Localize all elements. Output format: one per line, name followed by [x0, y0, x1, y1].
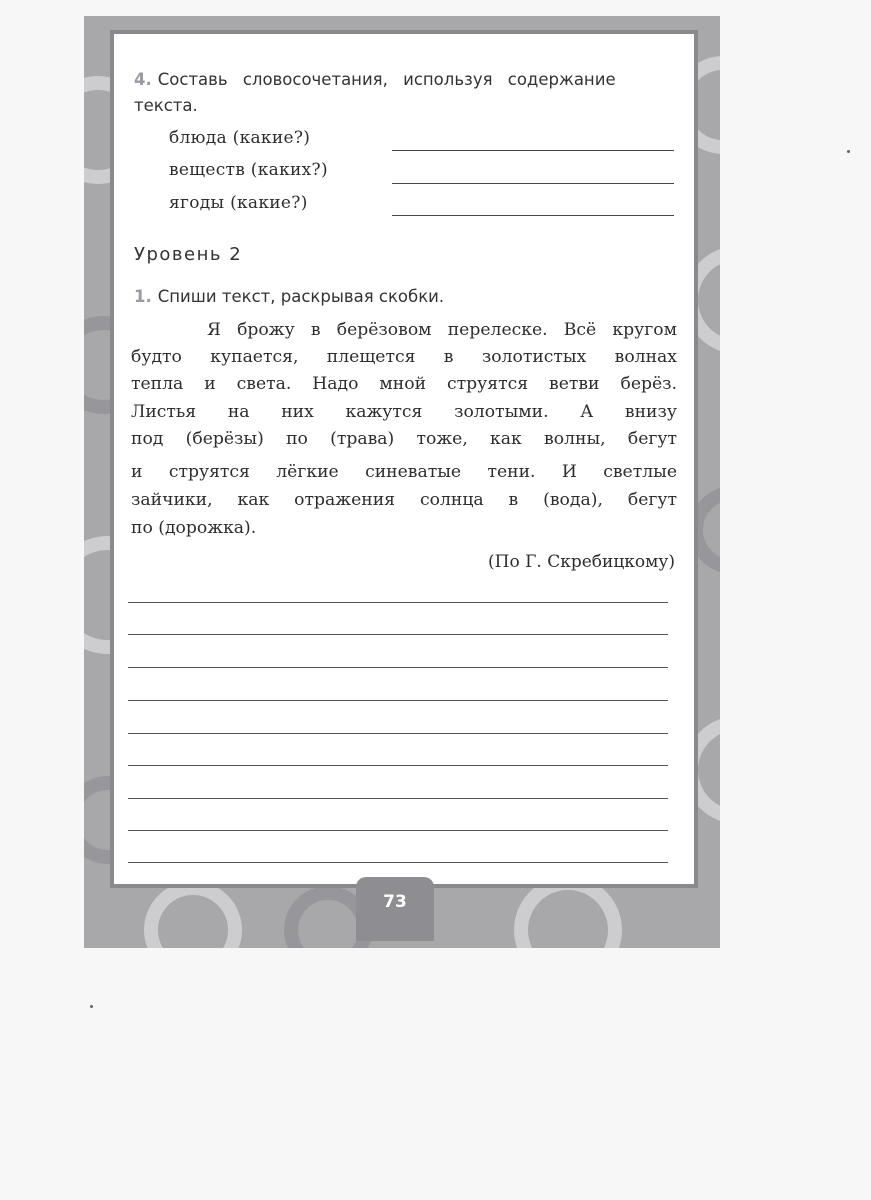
phrase-row-3: ягоды (какие?) — [169, 193, 308, 213]
swirl-decoration — [144, 881, 242, 948]
task1-instruction: Спиши текст, раскрывая скобки. — [157, 287, 445, 306]
writing-line[interactable] — [128, 862, 668, 863]
writing-line[interactable] — [128, 602, 668, 603]
text-line-5: под (берёзы) по (трава) тоже, как волны, бегут — [131, 429, 677, 449]
answer-line-1[interactable] — [392, 150, 674, 151]
text-line-8: по (дорожка). — [131, 518, 257, 538]
text-line-1: Я брожу в берёзовом перелеске. Всё кругом — [207, 320, 677, 340]
writing-line[interactable] — [128, 798, 668, 799]
text-line-2: будто купается, плещется в золотистых волнах — [131, 347, 677, 367]
answer-line-3[interactable] — [392, 215, 674, 216]
page-number: 73 — [383, 892, 407, 912]
task-number: 1. — [134, 287, 152, 306]
scan-speck — [847, 150, 850, 153]
task1-heading — [134, 287, 444, 306]
text-line-7: зайчики, как отражения солнца в (вода), бегут — [131, 490, 677, 510]
worksheet-page — [110, 30, 698, 888]
scan-speck — [90, 1005, 93, 1008]
task4-instruction-line1: Составь словосочетания, используя содержание — [157, 70, 616, 89]
text-line-3: тепла и света. Надо мной струятся ветви берёз. — [131, 374, 677, 394]
task4-heading — [134, 70, 616, 89]
level-heading: Уровень 2 — [134, 244, 243, 265]
task4-instruction-line2: текста. — [134, 96, 198, 115]
writing-line[interactable] — [128, 634, 668, 635]
writing-line[interactable] — [128, 700, 668, 701]
writing-line[interactable] — [128, 733, 668, 734]
writing-line[interactable] — [128, 765, 668, 766]
writing-line[interactable] — [128, 830, 668, 831]
phrase-row-1: блюда (какие?) — [169, 128, 311, 148]
answer-line-2[interactable] — [392, 183, 674, 184]
text-line-4: Листья на них кажутся золотыми. А внизу — [131, 402, 677, 422]
task-number: 4. — [134, 70, 152, 89]
author-attribution: (По Г. Скребицкому) — [488, 552, 675, 572]
phrase-row-2: веществ (каких?) — [169, 160, 328, 180]
writing-line[interactable] — [128, 667, 668, 668]
text-line-6: и струятся лёгкие синеватые тени. И светлые — [131, 462, 677, 482]
